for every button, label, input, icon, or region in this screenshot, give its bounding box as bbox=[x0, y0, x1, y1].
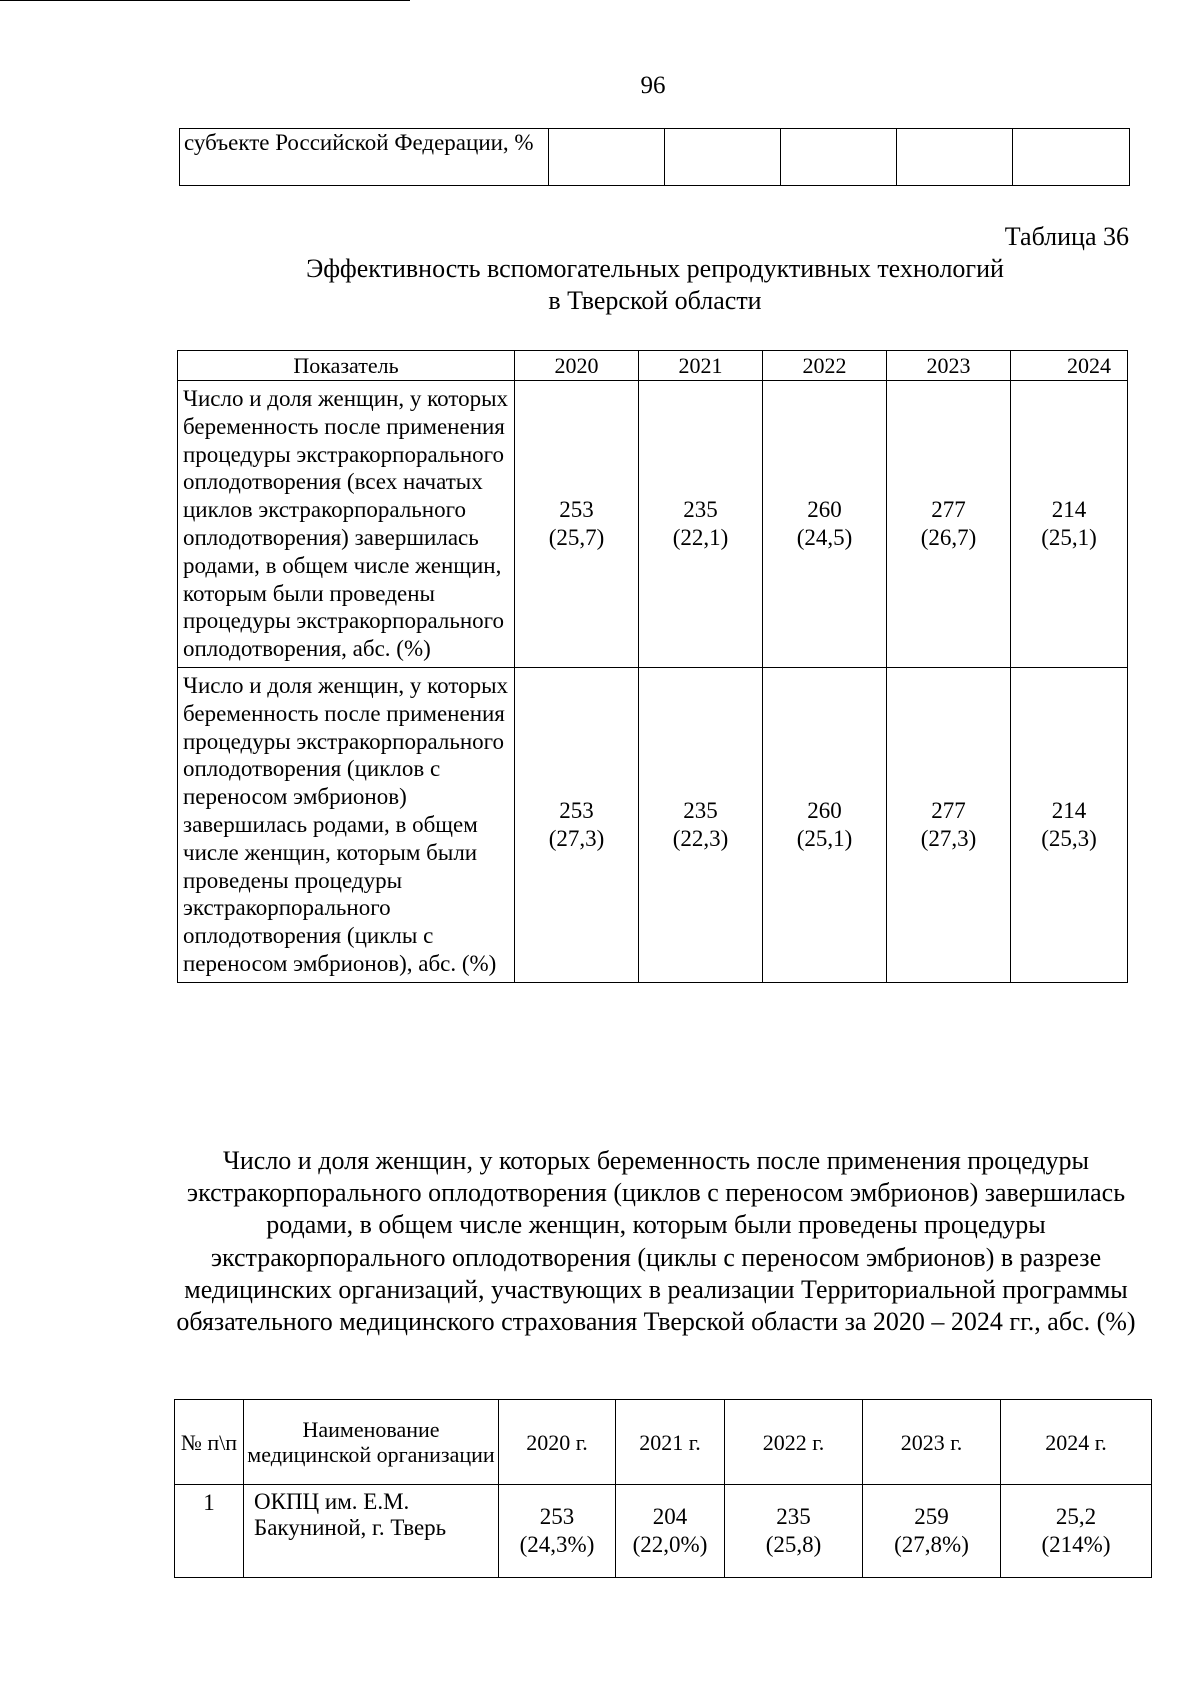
page-number: 96 bbox=[640, 72, 666, 99]
table-number-label: Таблица 36 bbox=[1004, 222, 1129, 251]
organizations-table bbox=[174, 1399, 1152, 1578]
value-cell bbox=[515, 667, 639, 982]
value-abs: 253 bbox=[559, 797, 594, 823]
indicator-cell: Число и доля женщин, у которых беременность после применения процедуры экстракорпорального оплодотворения (всех начатых циклов экстракорпорального оплодотворения) завершилась родами, в общем числе женщин, которым были проведены процедуры экстракорпорального оплодотворения, абс. (%) bbox=[178, 381, 515, 668]
value-abs: 25,2 bbox=[1055, 1504, 1097, 1529]
column-header: 2023 г. bbox=[863, 1400, 1001, 1485]
value-abs: 204 bbox=[652, 1504, 688, 1529]
section-title: Число и доля женщин, у которых беременность после применения процедуры экстракорпорального оплодотворения (циклов с переносом эмбрионов) завершилась родами, в общем числе женщин, которым были проведены процедуры экстракорпорального оплодотворения (циклы с переносом эмбрионов) в разрезе медицинских организаций, участвующих в реализации Территориальной программы обязательного медицинского страхования Тверской области за 2020 – 2024 гг., абс. (%) bbox=[176, 1146, 1136, 1337]
value-pct: (24,3%) bbox=[519, 1532, 595, 1557]
value-cell bbox=[763, 667, 887, 982]
value-cell bbox=[887, 667, 1011, 982]
value-pct: (26,7) bbox=[920, 524, 977, 550]
table-header-row bbox=[175, 1400, 1152, 1485]
table-row bbox=[178, 381, 1128, 668]
column-header: 2023 bbox=[887, 351, 1011, 381]
value-pct: (25,1) bbox=[1041, 524, 1097, 550]
value-cell bbox=[639, 381, 763, 668]
value-abs: 214 bbox=[1051, 797, 1087, 823]
column-header: 2022 bbox=[763, 351, 887, 381]
column-header: Показатель bbox=[178, 351, 515, 381]
table-row bbox=[178, 667, 1128, 982]
value-abs: 277 bbox=[931, 496, 966, 522]
value-cell bbox=[639, 667, 763, 982]
value-pct: (25,1) bbox=[796, 825, 853, 851]
table-title-line: в Тверской области bbox=[548, 286, 762, 315]
art-efficiency-table bbox=[177, 350, 1128, 983]
value-cell bbox=[515, 381, 639, 668]
row-number: 1 bbox=[175, 1485, 244, 1578]
value-pct: (25,3) bbox=[1041, 825, 1097, 851]
column-header: Наименование медицинской организации bbox=[244, 1400, 499, 1485]
continued-table-fragment bbox=[179, 128, 1130, 186]
column-header: 2021 г. bbox=[616, 1400, 725, 1485]
value-abs: 253 bbox=[539, 1504, 575, 1529]
indicator-cell: Число и доля женщин, у которых беременность после применения процедуры экстракорпорального оплодотворения (циклов с переносом эмбрионов) завершилась родами, в общем числе женщин, которым были проведены процедуры экстракорпорального оплодотворения (циклы с переносом эмбрионов), абс. (%) bbox=[178, 667, 515, 982]
value-pct: (24,5) bbox=[796, 524, 853, 550]
organization-name: ОКПЦ им. Е.М. Бакуниной, г. Тверь bbox=[244, 1485, 499, 1578]
value-pct: (214%) bbox=[1041, 1532, 1111, 1557]
value-abs: 260 bbox=[807, 797, 842, 823]
value-abs: 277 bbox=[931, 797, 966, 823]
column-header: 2024 bbox=[1011, 351, 1128, 381]
value-pct: (25,7) bbox=[548, 524, 605, 550]
value-pct: (25,8) bbox=[765, 1532, 822, 1557]
table-header-row bbox=[178, 351, 1128, 381]
value-cell bbox=[1011, 381, 1128, 668]
value-pct: (22,1) bbox=[672, 524, 729, 550]
column-header: 2024 г. bbox=[1001, 1400, 1152, 1485]
value-abs: 260 bbox=[807, 496, 842, 522]
table-title bbox=[180, 253, 1130, 317]
value-abs: 253 bbox=[559, 496, 594, 522]
value-abs: 235 bbox=[683, 797, 718, 823]
value-cell bbox=[1001, 1485, 1152, 1578]
value-cell bbox=[616, 1485, 725, 1578]
value-pct: (27,3) bbox=[548, 825, 605, 851]
column-header: № п\п bbox=[175, 1400, 244, 1485]
scan-edge-line bbox=[0, 0, 410, 1]
value-abs: 235 bbox=[683, 496, 718, 522]
value-cell bbox=[725, 1485, 863, 1578]
value-cell bbox=[499, 1485, 616, 1578]
value-abs: 259 bbox=[914, 1504, 949, 1529]
value-cell bbox=[1011, 667, 1128, 982]
value-abs: 235 bbox=[776, 1504, 811, 1529]
value-pct: (27,8%) bbox=[894, 1532, 969, 1557]
table-row bbox=[175, 1485, 1152, 1578]
value-cell bbox=[763, 381, 887, 668]
value-pct: (22,3) bbox=[672, 825, 729, 851]
column-header: 2022 г. bbox=[725, 1400, 863, 1485]
value-cell bbox=[863, 1485, 1001, 1578]
column-header: 2020 bbox=[515, 351, 639, 381]
value-cell bbox=[887, 381, 1011, 668]
table-title-line: Эффективность вспомогательных репродуктивных технологий bbox=[306, 254, 1004, 283]
value-pct: (22,0%) bbox=[632, 1532, 708, 1557]
value-pct: (27,3) bbox=[920, 825, 977, 851]
value-abs: 214 bbox=[1051, 496, 1087, 522]
table-cell: субъекте Российской Федерации, % bbox=[180, 129, 549, 186]
column-header: 2020 г. bbox=[499, 1400, 616, 1485]
column-header: 2021 bbox=[639, 351, 763, 381]
